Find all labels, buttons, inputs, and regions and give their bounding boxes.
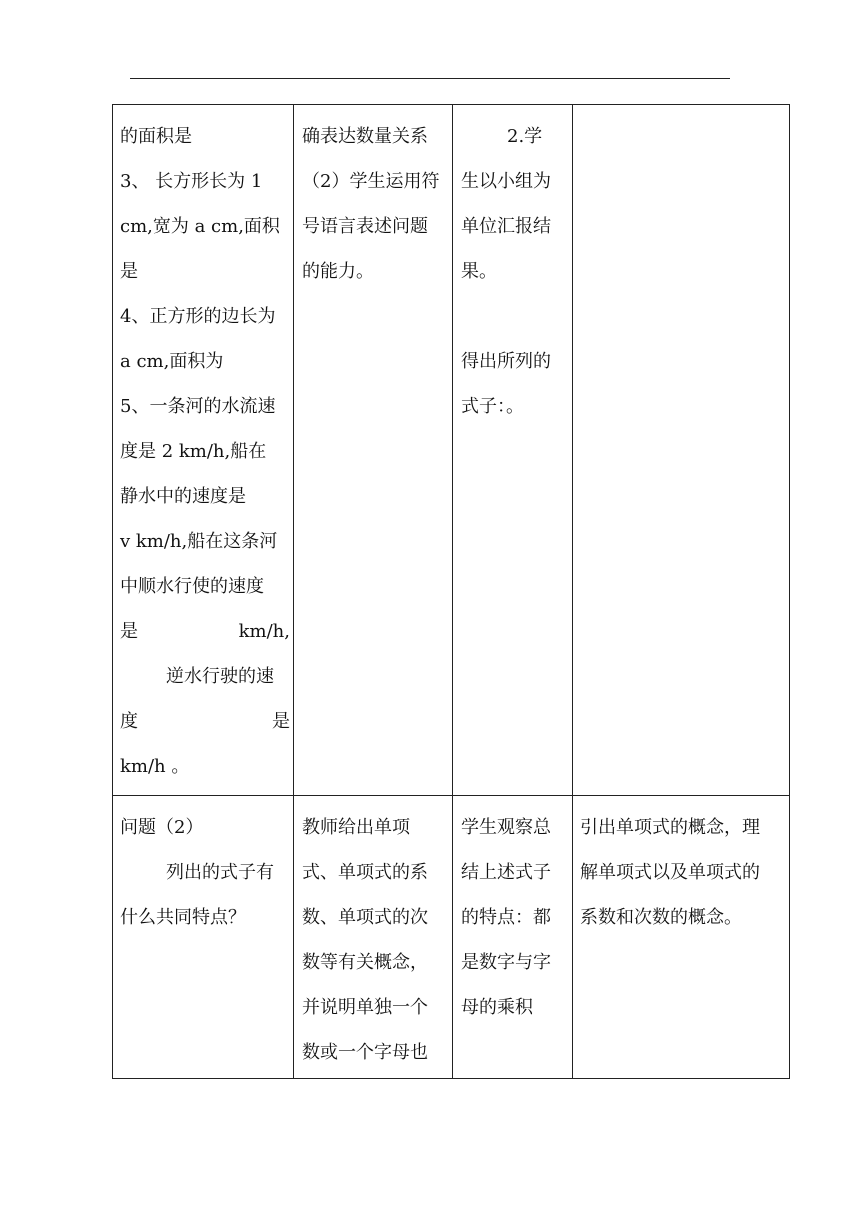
text-fragment: km/h,	[238, 621, 290, 642]
justified-line	[120, 699, 290, 744]
text-line: 列出的式子有	[166, 862, 274, 883]
text-line: 教师给出单项	[302, 817, 410, 838]
cell-text	[113, 796, 293, 940]
text-line: 并说明单独一个	[302, 997, 428, 1018]
text-line: 式、单项式的系	[302, 862, 428, 883]
text-line: 式子：。	[461, 396, 524, 417]
text-line: 数或一个字母也	[302, 1042, 428, 1063]
table-cell-intent	[573, 105, 790, 796]
text-line: 学生观察总	[461, 817, 551, 838]
text-line: 结上述式子	[461, 862, 551, 883]
text-line: a cm,面积为	[120, 351, 224, 372]
text-line: 2.学	[507, 126, 543, 147]
text-fragment: 度	[120, 711, 138, 732]
text-line: 是	[120, 261, 138, 282]
blank-line	[461, 294, 572, 339]
lesson-table	[112, 104, 790, 1079]
text-line: 静水中的速度是	[120, 486, 246, 507]
table-cell-teacher-activity	[294, 796, 453, 1079]
text-fragment: 是	[120, 621, 138, 642]
text-line: 是数字与字	[461, 952, 551, 973]
text-line: 什么共同特点？	[120, 907, 246, 928]
text-line: 问题（2）	[120, 817, 204, 838]
table-row	[113, 796, 790, 1079]
text-line: 3、 长方形长为 1	[120, 171, 263, 192]
cell-text	[453, 105, 572, 429]
table-cell-objective	[294, 105, 453, 796]
text-line: 生以小组为	[461, 171, 551, 192]
text-line: 的能力。	[302, 261, 374, 282]
text-line: 的面积是	[120, 126, 192, 147]
table-cell-intent	[573, 796, 790, 1079]
text-line: 单位汇报结	[461, 216, 551, 237]
table-cell-content	[113, 105, 294, 796]
cell-text	[453, 796, 572, 1030]
cell-text	[294, 796, 452, 1075]
text-fragment: 是	[272, 711, 290, 732]
cell-text	[113, 105, 293, 789]
text-line: 逆水行驶的速	[166, 666, 274, 687]
header-rule	[130, 78, 730, 79]
cell-text	[294, 105, 452, 294]
text-line: （2）学生运用符	[302, 171, 440, 192]
text-line: cm,宽为 a cm,面积	[120, 216, 280, 237]
text-line: 解单项式以及单项式的	[580, 862, 760, 883]
cell-text	[573, 796, 789, 940]
text-line: 果。	[461, 261, 497, 282]
text-line: 4、正方形的边长为	[120, 306, 276, 327]
text-line: 系数和次数的概念。	[580, 907, 742, 928]
text-line: 母的乘积	[461, 997, 533, 1018]
table-cell-student-activity	[453, 105, 573, 796]
text-line: 数等有关概念，	[302, 952, 428, 973]
table-row	[113, 105, 790, 796]
table-cell-student-activity	[453, 796, 573, 1079]
justified-line	[120, 609, 290, 654]
text-line: 确表达数量关系	[302, 126, 428, 147]
text-line: 中顺水行使的速度	[120, 576, 264, 597]
text-line: 引出单项式的概念，理	[580, 817, 760, 838]
text-line: v km/h,船在这条河	[120, 531, 278, 552]
text-line: 度是 2 km/h,船在	[120, 441, 267, 462]
text-line: km/h 。	[120, 756, 190, 777]
text-line: 5、一条河的水流速	[120, 396, 276, 417]
text-line: 数、单项式的次	[302, 907, 428, 928]
table-cell-content	[113, 796, 294, 1079]
text-line: 的特点：都	[461, 907, 551, 928]
text-line: 号语言表述问题	[302, 216, 428, 237]
text-line: 得出所列的	[461, 351, 551, 372]
